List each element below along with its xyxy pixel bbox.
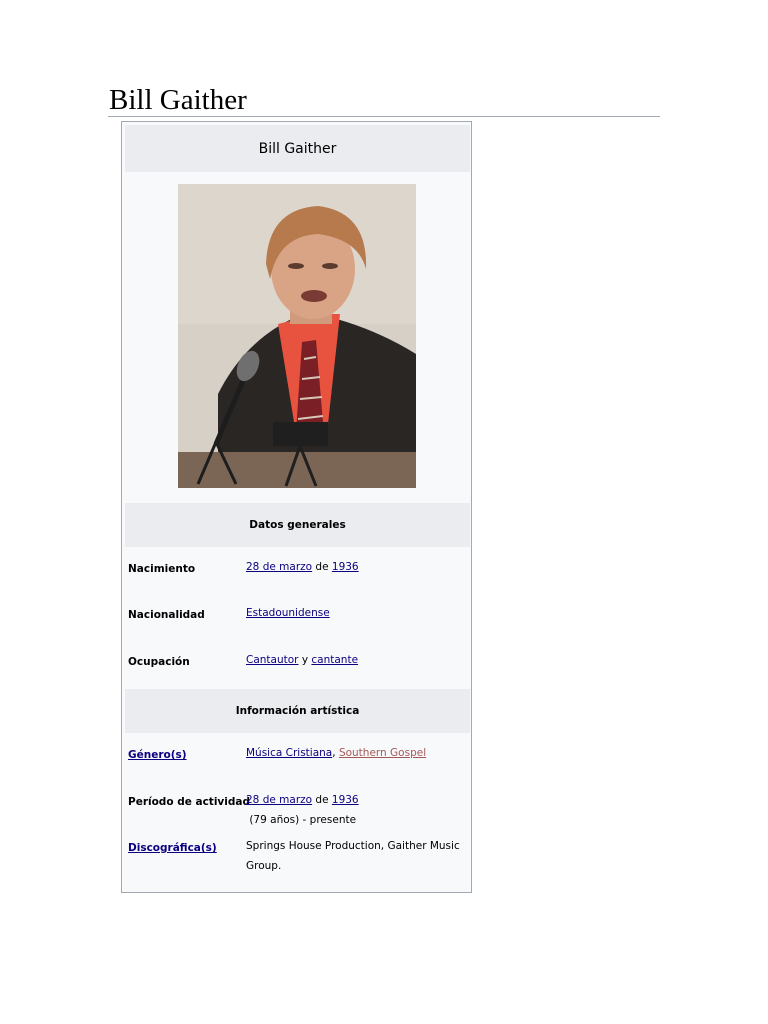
birth-label: Nacimiento — [128, 563, 196, 575]
genre-link-1[interactable]: Música Cristiana — [246, 747, 333, 759]
genre-separator: , — [332, 747, 339, 759]
active-suffix: (79 años) - presente — [246, 814, 357, 826]
labels-value: Springs House Production, Gaither Music Group. — [246, 840, 460, 872]
section-header-general: Datos generales — [125, 503, 470, 547]
infobox — [121, 121, 472, 893]
occupation-link-1[interactable]: Cantautor — [246, 654, 299, 666]
occupation-link-2[interactable]: cantante — [311, 654, 359, 666]
nationality-label: Nacionalidad — [128, 609, 205, 621]
active-year-link[interactable]: 1936 — [331, 794, 359, 806]
occupation-label: Ocupación — [128, 656, 190, 668]
genre-value — [246, 743, 466, 763]
birth-date-link[interactable]: 28 de marzo — [246, 561, 313, 573]
active-period-label: Período de actividad — [128, 796, 250, 808]
occupation-connector: y — [298, 654, 312, 666]
occupation-value — [246, 650, 466, 670]
portrait-image — [178, 184, 416, 488]
nationality-value — [246, 603, 466, 623]
genre-label-link[interactable]: Género(s) — [128, 749, 187, 761]
active-period-value — [246, 790, 466, 830]
birth-year-link[interactable]: 1936 — [331, 561, 359, 573]
labels-label-link[interactable]: Discográfica(s) — [128, 842, 217, 854]
active-date-link[interactable]: 28 de marzo — [246, 794, 313, 806]
infobox-photo[interactable] — [178, 184, 416, 488]
nationality-link[interactable]: Estadounidense — [246, 607, 330, 619]
birth-connector: de — [312, 561, 332, 573]
genre-link-2[interactable]: Southern Gospel — [338, 747, 427, 759]
active-connector: de — [312, 794, 332, 806]
section-header-artistic: Información artística — [125, 689, 470, 733]
infobox-caption: Bill Gaither — [125, 125, 470, 172]
page-title: Bill Gaither — [109, 84, 247, 116]
title-divider — [108, 116, 660, 117]
birth-value — [246, 557, 466, 577]
